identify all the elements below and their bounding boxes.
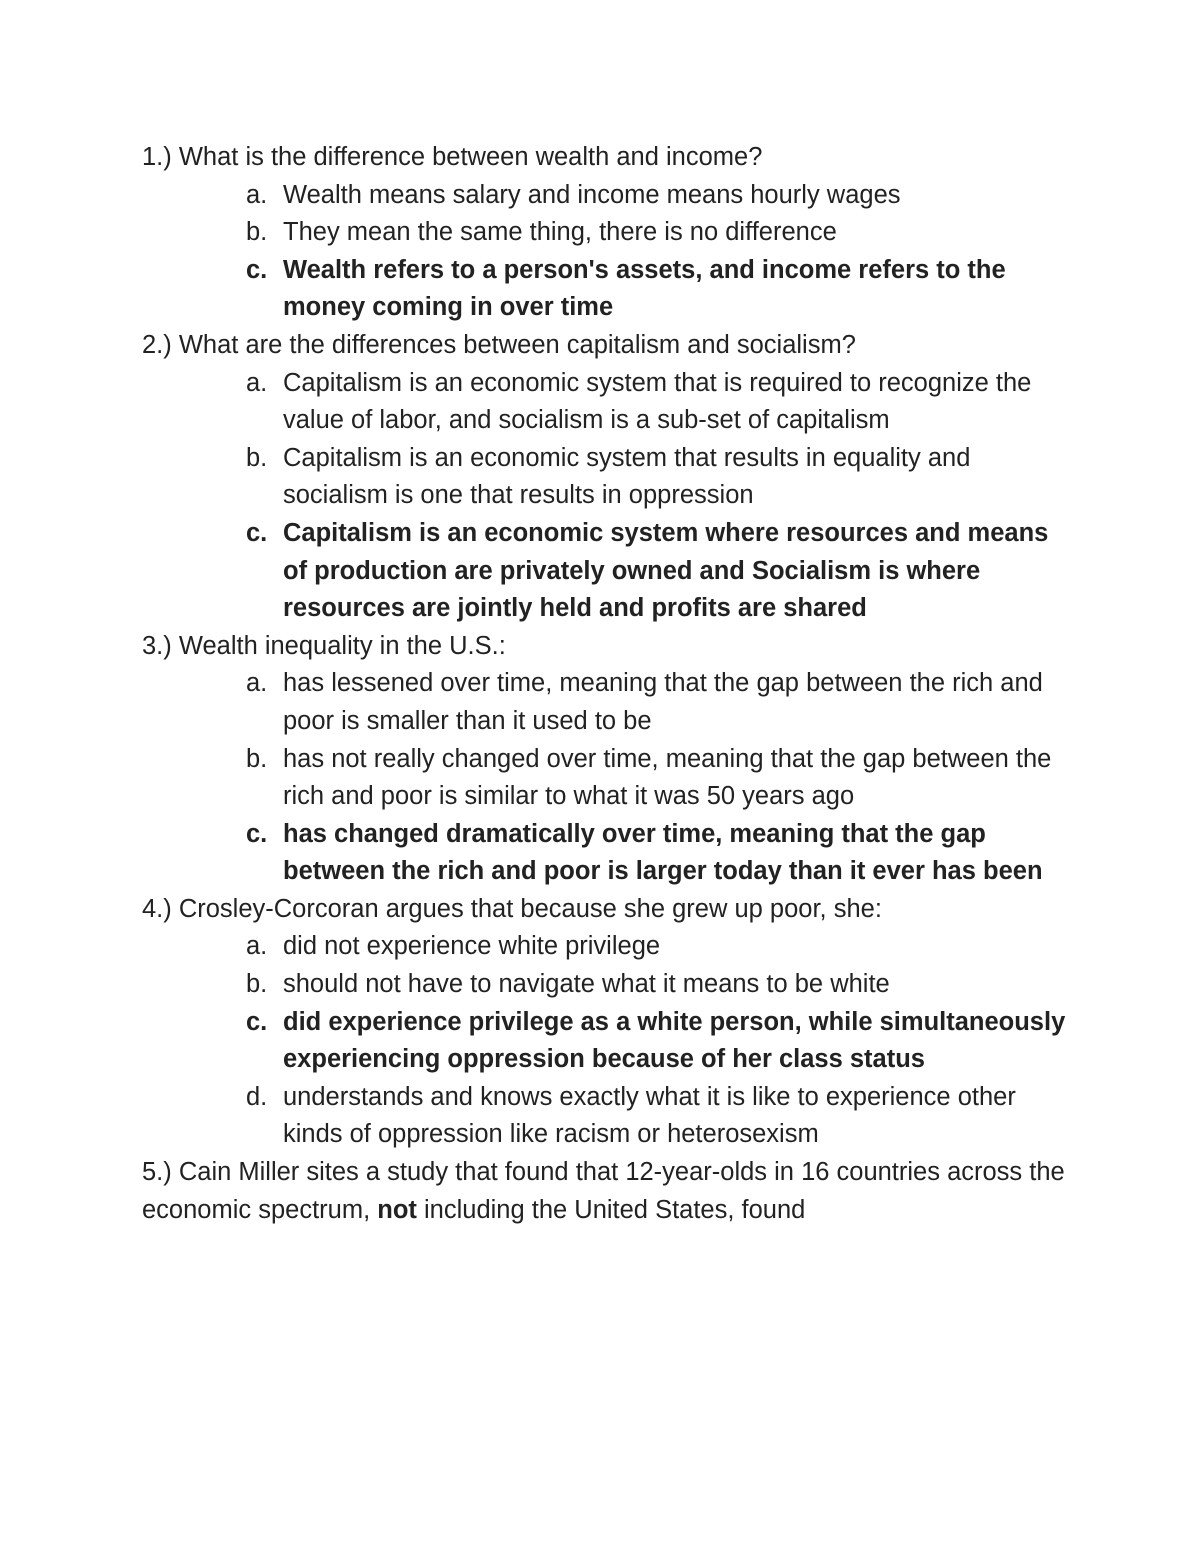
question-3-answers xyxy=(142,665,1072,891)
answer-letter: b. xyxy=(246,218,268,247)
question-1-answer-c-correct xyxy=(142,252,1072,327)
question-5-prompt xyxy=(142,1154,1072,1229)
question-2-answer-a xyxy=(142,365,1072,440)
question-1-answers xyxy=(142,177,1072,327)
answer-text: Wealth means salary and income means hourly wages xyxy=(283,180,901,209)
question-2-answers xyxy=(142,365,1072,628)
question-3 xyxy=(142,628,1072,891)
question-4 xyxy=(142,891,1072,1154)
question-4-answer-a xyxy=(142,928,1072,966)
question-4-answer-c-correct xyxy=(142,1004,1072,1079)
question-5-emphasis: not xyxy=(377,1195,417,1224)
question-1-answer-b xyxy=(142,214,1072,252)
question-4-answers xyxy=(142,928,1072,1154)
answer-text: did experience privilege as a white person, while simultaneously experiencing oppression because of her class status xyxy=(283,1007,1066,1074)
answer-text: They mean the same thing, there is no difference xyxy=(283,218,837,247)
answer-text: understands and knows exactly what it is like to experience other kinds of oppression like racism or heterosexism xyxy=(283,1082,1016,1149)
answer-letter: a. xyxy=(246,368,268,397)
question-3-answer-b xyxy=(142,741,1072,816)
answer-text: has changed dramatically over time, meaning that the gap between the rich and poor is larger today than it ever has been xyxy=(283,819,1043,886)
answer-letter: b. xyxy=(246,744,268,773)
question-1-prompt: 1.) What is the difference between wealth and income? xyxy=(142,143,763,171)
question-5-text-before: 5.) Cain Miller sites a study that found that 12-year-olds in 16 countries across the economic spectrum, xyxy=(142,1158,1065,1224)
answer-text: should not have to navigate what it means to be white xyxy=(283,970,890,999)
question-4-answer-b xyxy=(142,966,1072,1004)
question-1-answer-a xyxy=(142,177,1072,215)
answer-text: has not really changed over time, meaning that the gap between the rich and poor is similar to what it was 50 years ago xyxy=(283,744,1052,811)
question-5-text-after: including the United States, found xyxy=(416,1195,806,1224)
answer-letter: c. xyxy=(246,255,268,284)
question-3-answer-a xyxy=(142,665,1072,740)
question-1 xyxy=(142,139,1072,327)
answer-letter: c. xyxy=(246,1007,268,1036)
question-3-prompt: 3.) Wealth inequality in the U.S.: xyxy=(142,631,506,660)
answer-text: Capitalism is an economic system where resources and means of production are privately owned and Socialism is where resources are jointly held and profits are shared xyxy=(283,518,1049,623)
question-2-answer-c-correct xyxy=(142,515,1072,628)
answer-text: did not experience white privilege xyxy=(283,932,661,961)
answer-text: Wealth refers to a person's assets, and income refers to the money coming in over time xyxy=(283,255,1006,322)
answer-letter: a. xyxy=(246,932,268,961)
answer-text: has lessened over time, meaning that the gap between the rich and poor is smaller than it used to be xyxy=(283,669,1043,735)
question-3-answer-c-correct xyxy=(142,816,1072,891)
question-2-prompt: 2.) What are the differences between capitalism and socialism? xyxy=(142,330,856,359)
answer-text: Capitalism is an economic system that results in equality and socialism is one that results in oppression xyxy=(283,443,971,510)
answer-letter: a. xyxy=(246,669,268,698)
question-2 xyxy=(142,327,1072,628)
question-4-prompt: 4.) Crosley-Corcoran argues that because she grew up poor, she: xyxy=(142,894,882,923)
quiz-content xyxy=(142,139,1072,1229)
question-4-answer-d xyxy=(142,1079,1072,1154)
answer-letter: b. xyxy=(246,970,268,999)
answer-letter: c. xyxy=(246,518,268,547)
question-2-answer-b xyxy=(142,440,1072,515)
answer-letter: a. xyxy=(246,180,268,209)
answer-letter: c. xyxy=(246,819,268,848)
answer-letter: b. xyxy=(246,443,268,472)
answer-letter: d. xyxy=(246,1082,268,1111)
answer-text: Capitalism is an economic system that is required to recognize the value of labor, and socialism is a sub-set of capitalism xyxy=(283,368,1032,435)
